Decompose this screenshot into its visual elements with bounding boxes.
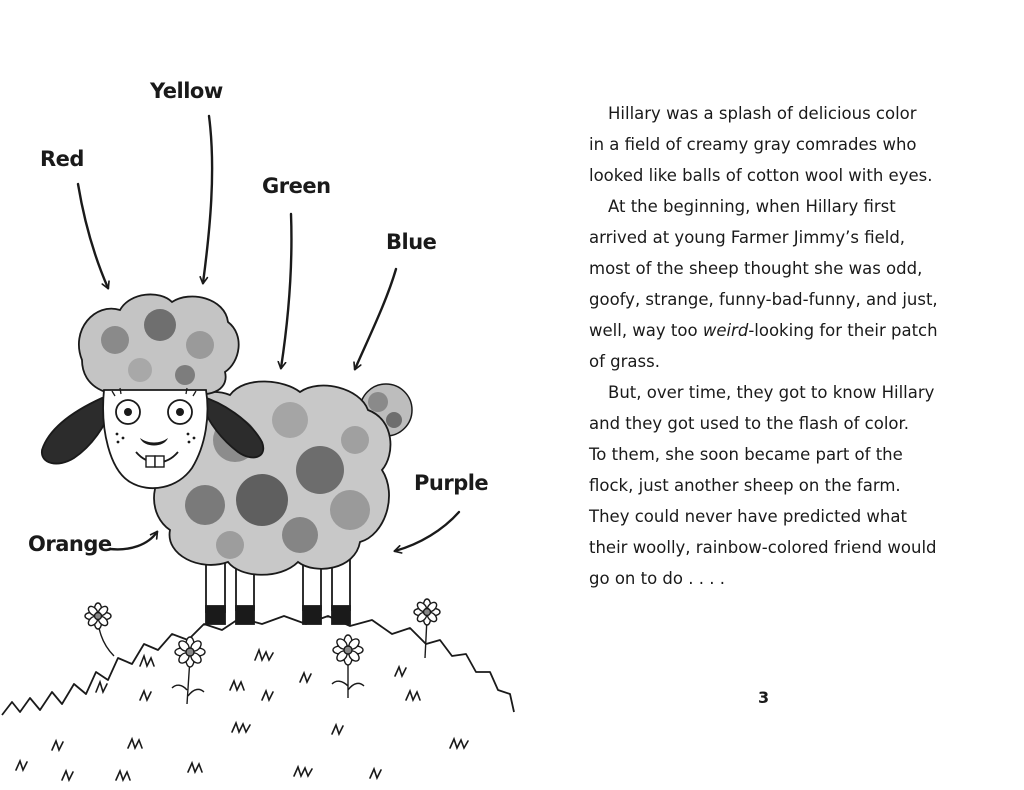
arrow-blue bbox=[355, 269, 396, 369]
text-line: go on to do . . . . bbox=[589, 569, 725, 588]
page-number: 3 bbox=[758, 688, 770, 707]
sheep-head-wool bbox=[79, 294, 239, 399]
arrow-green bbox=[281, 214, 291, 368]
label-green: Green bbox=[262, 174, 331, 198]
paragraph-3 bbox=[589, 377, 969, 594]
text-line: most of the sheep thought she was odd, bbox=[589, 259, 923, 278]
story-text bbox=[589, 98, 969, 594]
text-segment: well, way too bbox=[589, 321, 703, 340]
label-orange: Orange bbox=[28, 532, 112, 556]
text-line: They could never have predicted what bbox=[589, 507, 907, 526]
text-line: flock, just another sheep on the farm. bbox=[589, 476, 901, 495]
grass-tufts bbox=[16, 650, 468, 780]
hill bbox=[2, 616, 514, 715]
text-line: and they got used to the flash of color. bbox=[589, 414, 910, 433]
italic-word: weird bbox=[702, 321, 749, 340]
text-line: arrived at young Farmer Jimmy’s field, bbox=[589, 228, 906, 247]
paragraph-1 bbox=[589, 98, 969, 191]
text-line: To them, she soon became part of the bbox=[589, 445, 903, 464]
arrow-red bbox=[78, 184, 108, 288]
text-line: their woolly, rainbow-colored friend would bbox=[589, 538, 937, 557]
text-line: Hillary was a splash of delicious color bbox=[608, 104, 917, 123]
label-blue: Blue bbox=[386, 230, 437, 254]
label-purple: Purple bbox=[414, 471, 489, 495]
text-line: in a field of creamy gray comrades who bbox=[589, 135, 917, 154]
flowers bbox=[85, 599, 440, 704]
text-line: But, over time, they got to know Hillary bbox=[608, 383, 935, 402]
text-segment: -looking for their patch bbox=[748, 321, 938, 340]
text-line: looked like balls of cotton wool with eyes. bbox=[589, 166, 933, 185]
label-yellow: Yellow bbox=[150, 79, 223, 103]
label-red: Red bbox=[40, 147, 84, 171]
paragraph-2 bbox=[589, 191, 969, 377]
arrow-purple bbox=[395, 512, 459, 551]
arrow-yellow bbox=[203, 116, 212, 283]
arrow-orange bbox=[110, 532, 157, 549]
text-line bbox=[589, 315, 969, 346]
text-line: At the beginning, when Hillary first bbox=[608, 197, 896, 216]
text-line: of grass. bbox=[589, 352, 660, 371]
text-line: goofy, strange, funny-bad-funny, and just, bbox=[589, 290, 938, 309]
